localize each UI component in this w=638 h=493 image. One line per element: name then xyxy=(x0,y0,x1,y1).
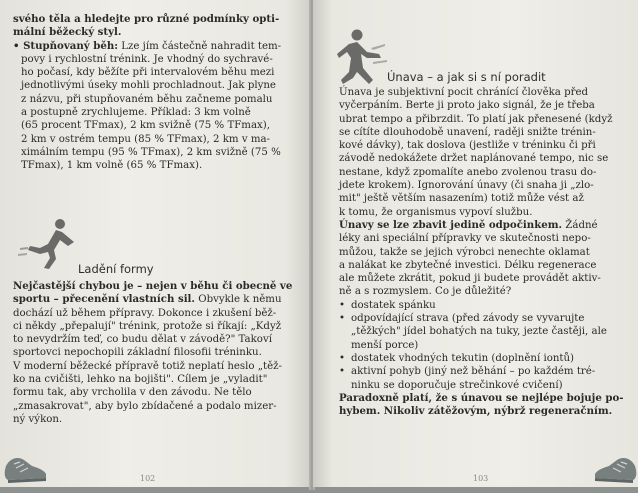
text-span: sportu – přecenění vlastních sil. xyxy=(13,293,195,306)
runner-icon xyxy=(337,28,393,94)
text-line: Únava je subjektivní pocit chránící člověka před xyxy=(339,87,589,98)
text-line: mální běžecký styl. xyxy=(13,26,122,39)
list-item xyxy=(339,352,624,365)
page-number-right: 103 xyxy=(473,474,489,483)
list-item-line: • dostatek vhodných tekutin (doplnění iontů) xyxy=(351,352,575,364)
text-line: mit" ještě větším nasazením) totiž může vést až xyxy=(339,193,584,205)
text-line: ný výkon. xyxy=(13,413,63,425)
list-item xyxy=(339,312,624,352)
text-span: Únavy se lze zbavit jedině odpočinkem. xyxy=(339,218,563,231)
text-line: hybem. Nikoliv zátěžovým, nýbrž regeneračním. xyxy=(339,405,613,418)
text-line: nestane, když zpomalíte anebo zvolenou trasu do- xyxy=(339,166,597,178)
text-line: V moderní běžecké přípravě totiž neplatí heslo „těž- xyxy=(13,360,282,372)
text-span: • xyxy=(13,39,24,52)
text-line: ubrat tempo a přibrzdit. To platí jak přenesené (když xyxy=(339,113,613,125)
text-span: Nejčastější chybou je – nejen v běhu či obecně ve xyxy=(13,280,293,292)
list-item-line: „těžkých" jídel bohatých na tuky, jezte častěji, ale xyxy=(351,326,607,338)
runner-icon xyxy=(18,218,80,270)
text-span: Obvykle k němu xyxy=(194,294,282,306)
text-line: ně a s rozmyslem. Co je důležité? xyxy=(339,286,512,298)
text-line: a postupně zrychlujeme. Příklad: 3 km volně xyxy=(21,107,251,119)
text-line: TFmax), 1 km volně (65 % TFmax). xyxy=(21,160,203,172)
list-item xyxy=(339,299,624,312)
text-line xyxy=(13,293,296,306)
text-line: léky ani speciální přípravky ve skutečnosti nepo- xyxy=(339,233,591,245)
running-shoe-icon xyxy=(2,452,48,484)
text-line: závodě nedokážete držet naplánované tempo, nic se xyxy=(339,153,609,165)
right-page xyxy=(313,0,638,487)
text-line: a nalákat ke zbytečné investici. Délku regenerace xyxy=(339,259,597,271)
text-line: ximálním tempu (95 % TFmax), 2 km svižně (75 % xyxy=(21,146,281,158)
left-text-body xyxy=(13,280,296,426)
text-line: se cítíte dlouhodobě unavení, raději snižte trénin- xyxy=(339,126,596,138)
text-line: povy i rychlostní trénink. Je vhodný do sychravé- xyxy=(21,53,273,65)
text-line: ko na cvičišti, lehko na bojišti". Cílem je „vyladit" xyxy=(13,374,268,386)
text-span: Lze jím částečně nahradit tem- xyxy=(118,40,282,52)
text-line: jednotlivými úseky mohli prochladnout. Jak plyne xyxy=(21,80,276,92)
running-shoe-icon xyxy=(593,452,638,484)
text-line: ho počasí, kdy běžíte při intervalovém běhu mezi xyxy=(21,67,275,79)
right-text-body xyxy=(339,86,624,418)
page-number-left: 102 xyxy=(140,474,156,483)
text-line: to nevydržím teď, co budu dělat v závodě?" Takoví xyxy=(13,334,272,346)
text-line: jdete krokem). Ignorování únavy (či snaha ji „zlo- xyxy=(339,180,594,192)
text-line: ale můžete zkrátit, pokud ji budete provádět aktiv- xyxy=(339,273,601,285)
text-span: Stupňovaný běh: xyxy=(23,39,119,52)
left-heading: Ladění formy xyxy=(78,262,154,276)
text-line: (65 procent TFmax), 2 km svižně (75 % TFmax), xyxy=(21,120,271,132)
left-page xyxy=(0,0,311,487)
list-item-line: • odpovídající strava (před závody se vyvarujte xyxy=(351,313,585,325)
list-item-line: ninku se doporučuje strečinkové cvičení) xyxy=(351,379,563,391)
text-line: ci někdy „přepalují" trénink, protože si říkají: „Když xyxy=(13,320,282,332)
stupnovany-line xyxy=(13,40,296,53)
bold-line xyxy=(339,219,624,232)
list-item-line: menší porce) xyxy=(351,339,419,351)
bullet-list xyxy=(339,299,624,392)
text-line: vyčerpáním. Berte ji proto jako signál, že je třeba xyxy=(339,100,595,112)
text-line: „zmasakrovat", aby bylo zbídačené a podalo mizer- xyxy=(13,400,277,412)
text-span: Žádné xyxy=(562,219,598,231)
text-line: můžou, takže se jejich výrobci nenechte oklamat xyxy=(339,246,590,258)
text-line: formu tak, aby vrcholila v den závodu. Ne tělo xyxy=(13,387,252,399)
list-item-line: • dostatek spánku xyxy=(351,299,436,311)
right-heading: Únava – a jak si s ní poradit xyxy=(387,70,546,84)
text-line: z názvu, při stupňovaném běhu začneme pomalu xyxy=(21,93,273,105)
text-line: Paradoxně platí, že s únavou se nejlépe bojuje po- xyxy=(339,391,624,404)
text-line: k tomu, že organismus vypoví službu. xyxy=(339,206,533,218)
text-line: kové dávky), tak doslova (jestliže v tréninku či při xyxy=(339,140,596,152)
list-item-line: • aktivní pohyb (jiný než běhání – po každém tré- xyxy=(351,366,596,378)
text-line: svého těla a hledejte pro různé podmínky opti- xyxy=(13,13,280,25)
left-text-top xyxy=(13,13,296,173)
list-item xyxy=(339,365,624,392)
text-line: dochází už během přípravy. Dokonce i zkušení běž- xyxy=(13,307,277,319)
text-line xyxy=(13,280,296,293)
text-line: sportovci nepochopili základní filosofii tréninku. xyxy=(13,347,262,359)
text-line: 2 km v ostrém tempu (85 % TFmax), 2 km v ma- xyxy=(21,133,270,145)
